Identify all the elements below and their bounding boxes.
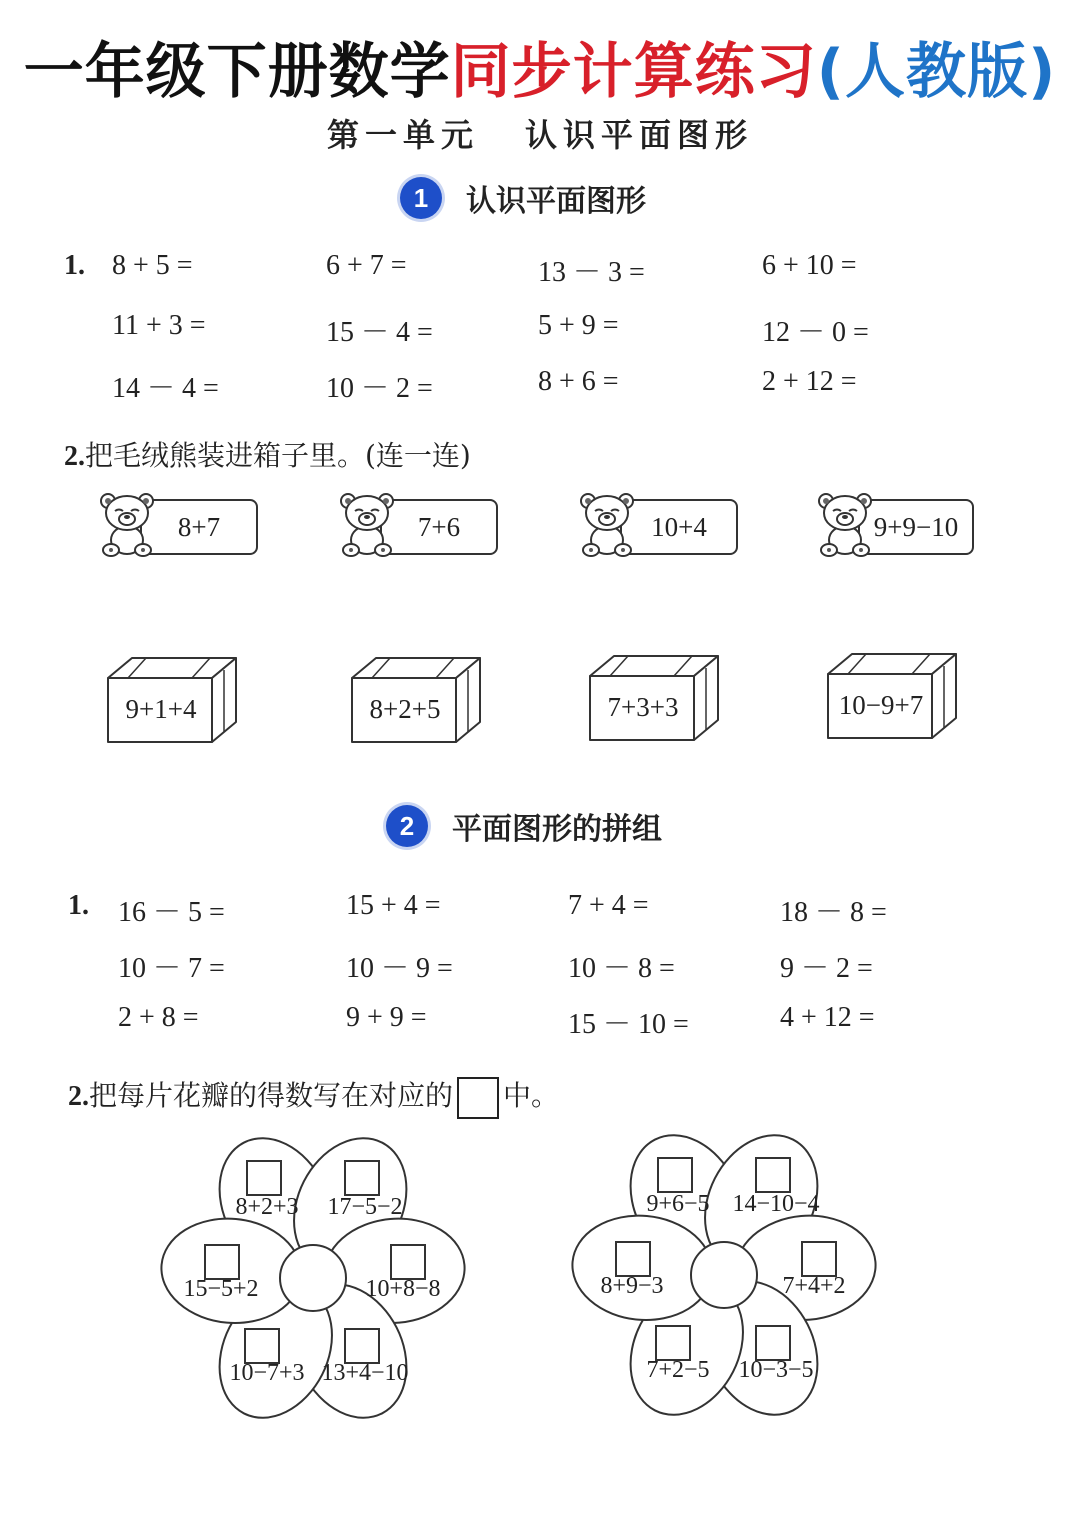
answer-box[interactable] — [655, 1325, 691, 1361]
bear-card[interactable] — [140, 499, 258, 555]
page-title: 一年级下册数学同步计算练习(人教版) — [23, 37, 1057, 107]
petal-expression: 10−3−5 — [738, 1357, 814, 1383]
equation: 8 + 5 = — [112, 250, 193, 281]
equation: 13 － 3 = — [538, 257, 645, 288]
s2-q2-text-before: 把每片花瓣的得数写在对应的 — [89, 1079, 454, 1112]
equation: 2 + 12 = — [762, 366, 857, 397]
bear-card[interactable] — [380, 499, 498, 555]
unit-number: 第一单元 — [326, 116, 479, 154]
s2-q1-number: 1. — [68, 890, 89, 921]
petal-expression: 17−5−2 — [327, 1194, 403, 1220]
s1-q2-text: 把毛绒熊装进箱子里。(连一连) — [85, 439, 471, 472]
unit-name: 认识平面图形 — [525, 116, 754, 154]
s2-q2-prompt — [68, 1074, 559, 1119]
box[interactable] — [588, 654, 722, 744]
bear-card[interactable] — [620, 499, 738, 555]
bear-icon — [578, 492, 636, 558]
section-1-heading — [400, 176, 646, 220]
equation: 6 + 7 = — [326, 250, 407, 281]
box[interactable] — [106, 656, 240, 746]
box[interactable] — [826, 652, 960, 742]
equation: 14 － 4 = — [112, 373, 219, 404]
equation: 15 － 10 = — [568, 1009, 689, 1040]
equation: 18 － 8 = — [780, 897, 887, 928]
bear-icon — [98, 492, 156, 558]
bear-card[interactable] — [858, 499, 974, 555]
petal-expression: 15−5+2 — [183, 1276, 259, 1302]
box-expression: 7+3+3 — [607, 692, 679, 722]
equation: 7 + 4 = — [568, 890, 649, 921]
petal-expression: 7+4+2 — [782, 1273, 846, 1299]
bear-expression: 9+9−10 — [873, 512, 959, 542]
petal-expression: 10+8−8 — [365, 1276, 441, 1302]
equation: 10 － 2 = — [326, 373, 433, 404]
answer-box[interactable] — [615, 1241, 651, 1277]
section-2-heading — [386, 804, 662, 848]
petal-expression: 10−7+3 — [229, 1360, 305, 1386]
s2-q2-text-after: 中。 — [503, 1079, 560, 1112]
bear-expression: 10+4 — [651, 512, 707, 542]
equation: 16 － 5 = — [118, 897, 225, 928]
answer-box[interactable] — [801, 1241, 837, 1277]
equation: 10 － 9 = — [346, 953, 453, 984]
equation: 5 + 9 = — [538, 310, 619, 341]
answer-box[interactable] — [755, 1325, 791, 1361]
bear-icon — [338, 492, 396, 558]
petal-expression: 9+6−5 — [646, 1191, 710, 1217]
answer-box[interactable] — [204, 1244, 240, 1280]
bear-expression: 8+7 — [177, 512, 221, 542]
equation: 10 － 7 = — [118, 953, 225, 984]
section-1-title: 认识平面图形 — [466, 184, 646, 219]
section-2-badge: 2 — [386, 805, 428, 847]
petal-expression: 7+2−5 — [646, 1357, 710, 1383]
equation: 11 + 3 = — [112, 310, 206, 341]
box-expression: 9+1+4 — [125, 694, 197, 724]
answer-box[interactable] — [246, 1160, 282, 1196]
box[interactable] — [350, 656, 484, 746]
equation: 9 + 9 = — [346, 1002, 427, 1033]
equation: 9 － 2 = — [780, 953, 873, 984]
equation: 6 + 10 = — [762, 250, 857, 281]
petal-expression: 13+4−10 — [321, 1360, 409, 1386]
box-expression: 10−9+7 — [838, 690, 924, 720]
petal-expression: 14−10−4 — [732, 1191, 820, 1217]
equation: 15 + 4 = — [346, 890, 441, 921]
s1-q1-number: 1. — [64, 250, 85, 281]
flower-center — [280, 1245, 346, 1311]
petal-expression: 8+2+3 — [235, 1194, 299, 1220]
equation: 15 － 4 = — [326, 317, 433, 348]
answer-box[interactable] — [657, 1157, 693, 1193]
unit-heading — [0, 110, 1080, 156]
answer-box[interactable] — [390, 1244, 426, 1280]
answer-box[interactable] — [244, 1328, 280, 1364]
answer-box-sample — [457, 1077, 499, 1119]
bear-expression: 7+6 — [417, 512, 461, 542]
s2-q2-number: 2. — [68, 1081, 89, 1112]
section-2-title: 平面图形的拼组 — [452, 812, 662, 847]
s1-q2-number: 2. — [64, 441, 85, 472]
equation: 10 － 8 = — [568, 953, 675, 984]
answer-box[interactable] — [344, 1328, 380, 1364]
s1-q2-prompt — [64, 434, 471, 474]
petal-expression: 8+9−3 — [600, 1273, 664, 1299]
bear-icon — [816, 492, 874, 558]
answer-box[interactable] — [755, 1157, 791, 1193]
equation: 4 + 12 = — [780, 1002, 875, 1033]
box-expression: 8+2+5 — [369, 694, 441, 724]
equation: 12 － 0 = — [762, 317, 869, 348]
flower-center — [691, 1242, 757, 1308]
section-1-badge: 1 — [400, 177, 442, 219]
equation: 8 + 6 = — [538, 366, 619, 397]
equation: 2 + 8 = — [118, 1002, 199, 1033]
answer-box[interactable] — [344, 1160, 380, 1196]
